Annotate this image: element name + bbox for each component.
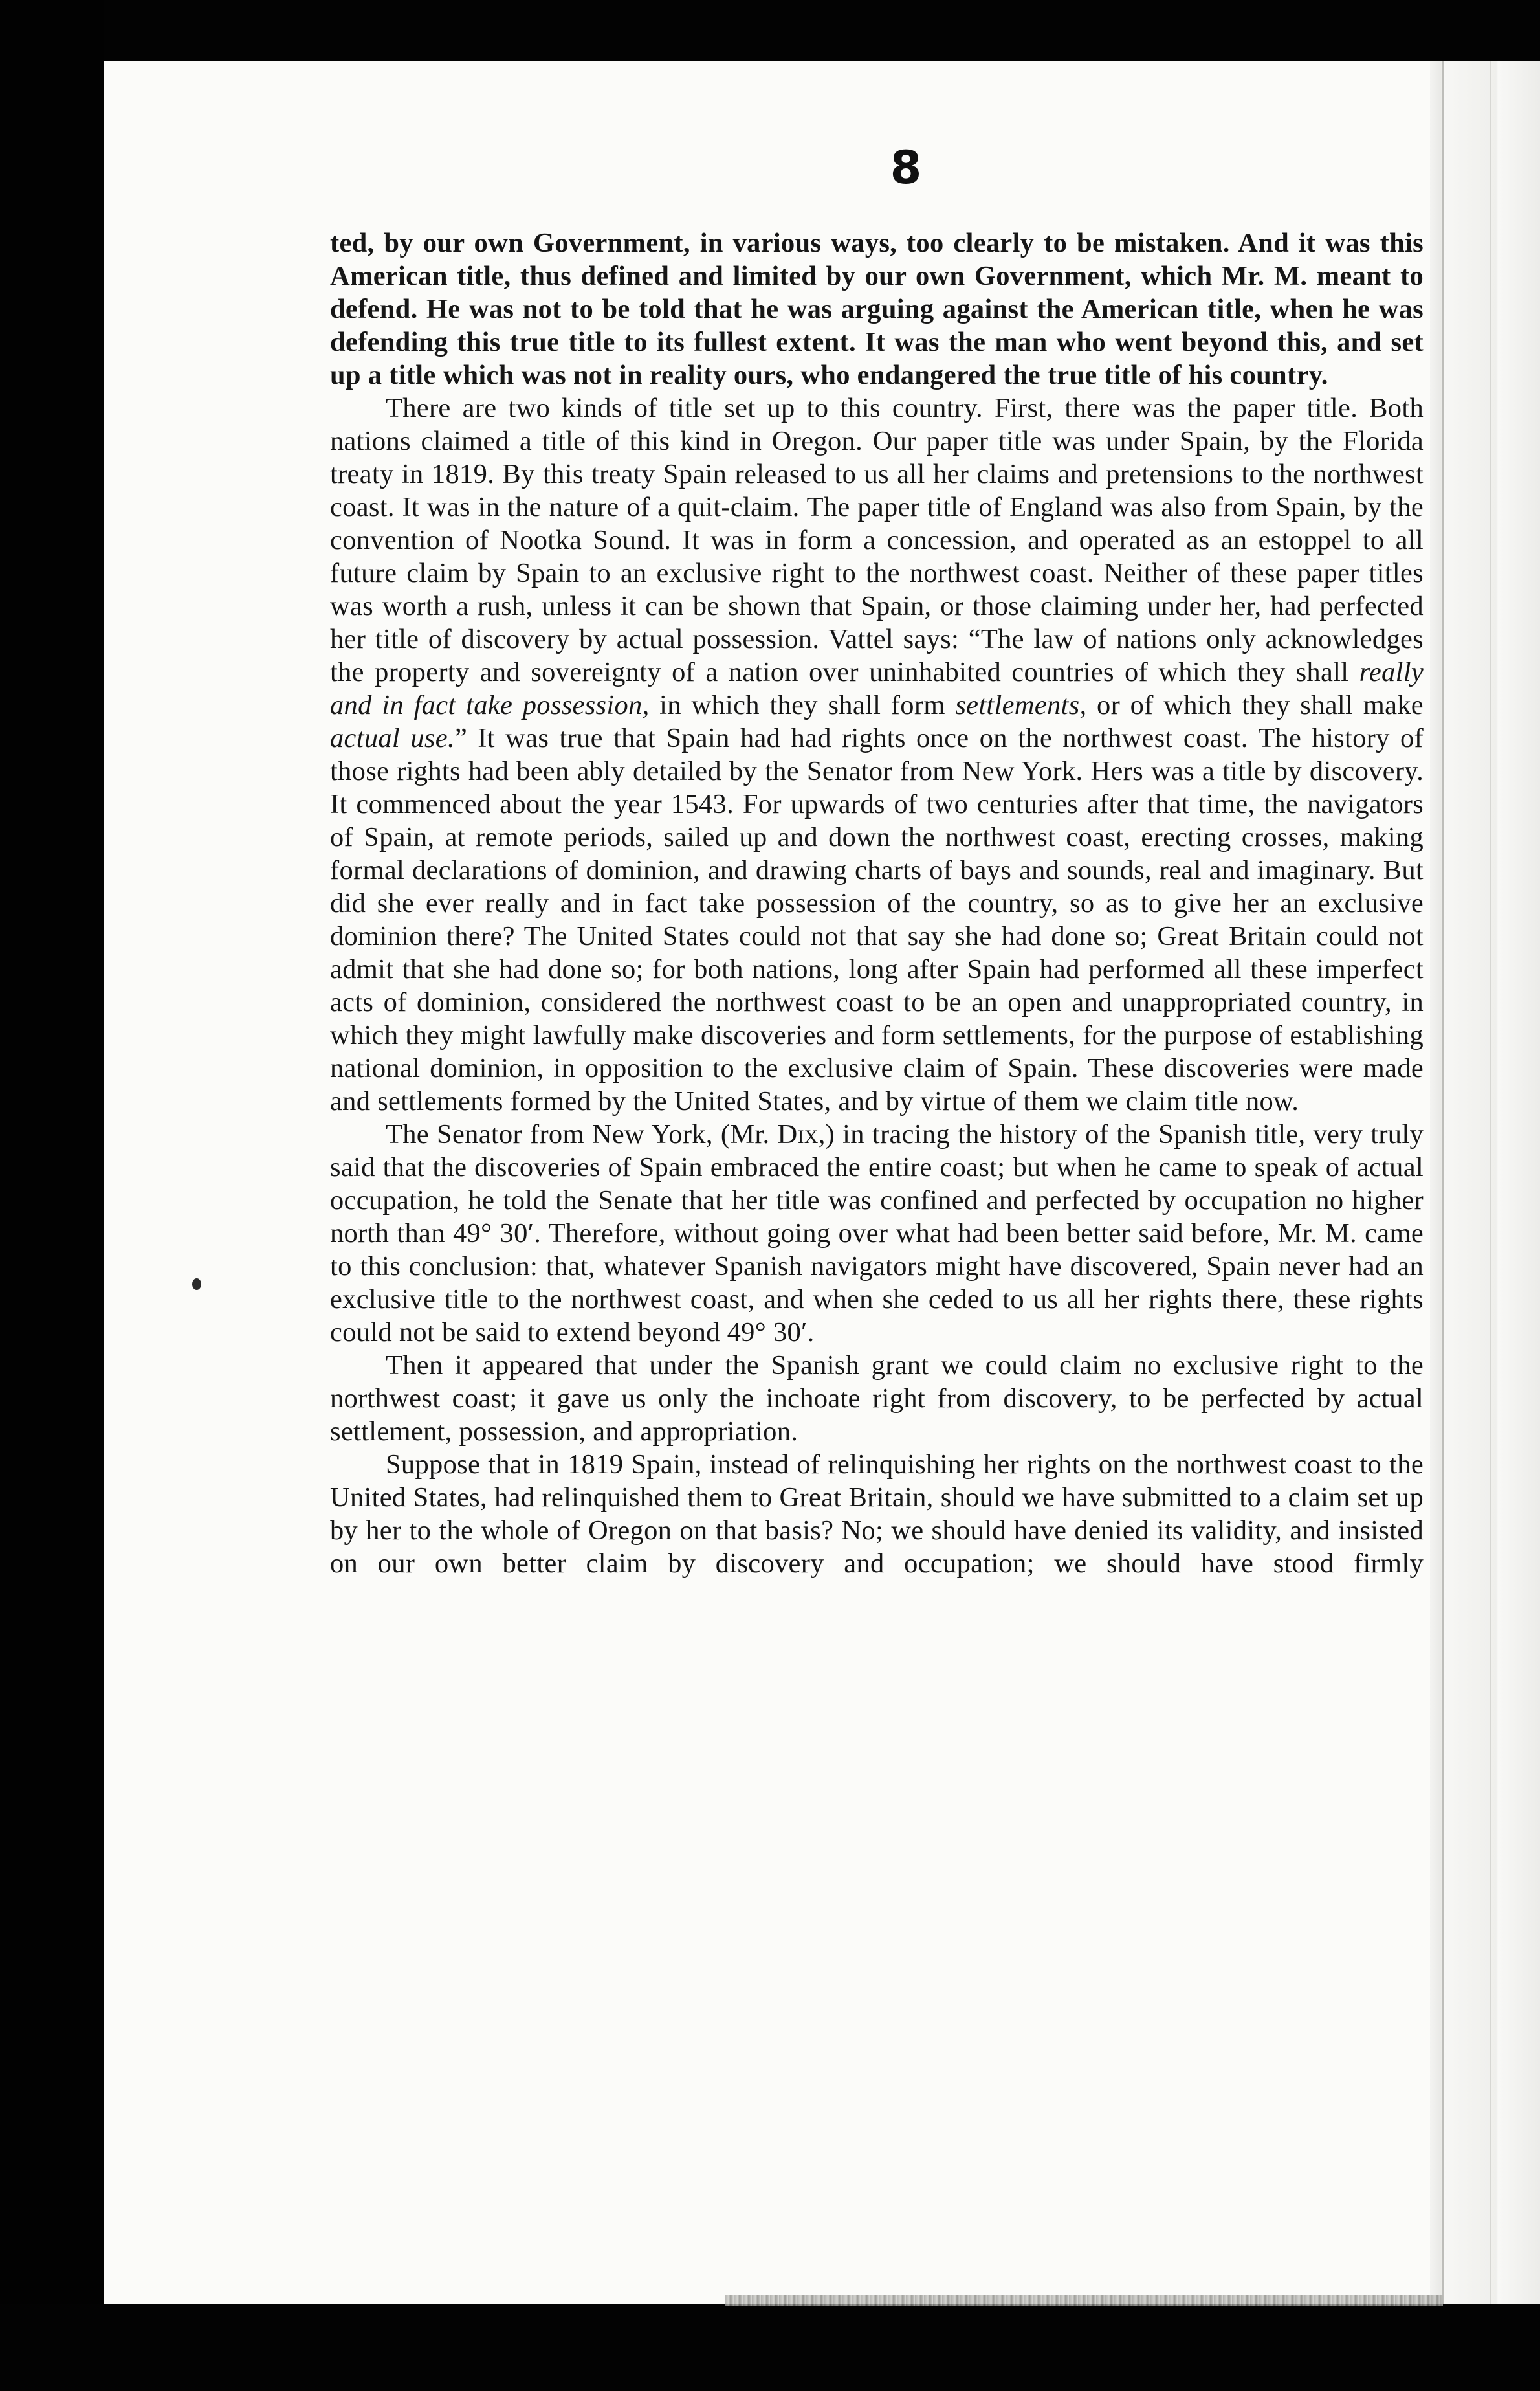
- page-edge-shadow: [1430, 61, 1540, 2308]
- paragraph-3-text-1: The Senator from New York, (Mr.: [386, 1119, 770, 1150]
- paragraph-2-italic-2: settlements,: [955, 690, 1087, 720]
- body-text: [330, 227, 1424, 1580]
- paragraph-1: ted, by our own Government, in various ways, too clearly to be mistaken. And it was this American title, thus defined and limited by our own Government, which Mr. M. meant to defend. He was not to be told that he was arguing against the American title, when he was defending this true title to its fullest extent. It was the man who went beyond this, and set up a title which was not in reality ours, who endangered the true title of his country.: [330, 228, 1424, 390]
- paragraph-2-text-3: or of which they shall make: [1097, 690, 1424, 720]
- paragraph-2-text-2: in which they shall form: [659, 690, 945, 720]
- paragraph-2-text: There are two kinds of title set up to this country. First, there was the paper title. Both nations claimed a title of this kind in Oregon. Our paper title was under Spain, by the Florida treaty in 1819. By this treaty Spain released to us all her claims and pretensions to the northwest coast. It was in the nature of a quit-claim. The paper title of England was also from Spain, by the convention of Nootka Sound. It was in form a concession, and operated as an estoppel to all future claim by Spain to an exclusive right to the northwest coast. Neither of these paper titles was worth a rush, unless it can be shown that Spain, or those claiming under her, had perfected her title of discovery by actual possession. Vattel says: “The law of nations only acknowledges the property and sovereignty of a nation over uninhabited countries of which they shall: [330, 393, 1424, 687]
- scan-border-top: [0, 0, 1540, 61]
- paragraph-5: Suppose that in 1819 Spain, instead of relinquishing her rights on the northwest coast to the United States, had relinquished them to Great Britain, should we have submitted to a claim set up by her to the whole of Oregon on that basis? No; we should have denied its validity, and insisted on our own better claim by discovery and occupation; we should have stood firmly: [330, 1449, 1424, 1579]
- paragraph-3-text-2: ,) in tracing the history of the Spanish title, very truly said that the discoveries of Spain embraced the entire coast; but when he came to speak of actual occupation, he told the Senate that her title was confined and perfected by occupation no higher north than 49° 30′. Therefore, without going over what had been better said before, Mr. M. came to this conclusion: that, whatever Spanish navigators might have discovered, Spain never had an exclusive title to the northwest coast, and when she ceded to us all her rights there, these rights could not be said to extend beyond 49° 30′.: [330, 1119, 1424, 1348]
- scan-border-bottom: [0, 2304, 1540, 2391]
- paragraph-3: [330, 1118, 1424, 1349]
- paragraph-2-italic-3: actual use.: [330, 723, 455, 753]
- scan-border-left: [0, 0, 104, 2391]
- ink-speck: [192, 1278, 201, 1290]
- binding-strip: [725, 2295, 1443, 2306]
- page-number: 8: [890, 141, 922, 194]
- page-edge-line: [1490, 61, 1491, 2308]
- paragraph-2-italic-1: really and in fact take possession,: [330, 657, 1424, 720]
- paragraph-2: [330, 392, 1424, 1118]
- paragraph-2-text-4: ” It was true that Spain had had rights once on the northwest coast. The history of those rights had been ably detailed by the Senator from New York. Hers was a title by discovery. It commenced about the year 1543. For upwards of two centuries after that time, the navigators of Spain, at remote periods, sailed up and down the northwest coast, erecting crosses, making formal declarations of dominion, and drawing charts of bays and sounds, real and imaginary. But did she ever really and in fact take possession of the country, so as to give her an exclusive dominion there? The United States could not that say she had done so; Great Britain could not admit that she had done so; for both nations, long after Spain had performed all these imperfect acts of dominion, considered the northwest coast to be an open and unappropriated country, in which they might lawfully make discoveries and form settlements, for the purpose of establishing national dominion, in opposition to the exclusive claim of Spain. These discoveries were made and settlements formed by the United States, and by virtue of them we claim title now.: [330, 723, 1424, 1117]
- paragraph-3-smallcaps: Dix: [777, 1119, 819, 1150]
- paragraph-4: Then it appeared that under the Spanish grant we could claim no exclusive right to the northwest coast; it gave us only the inchoate right from discovery, to be perfected by actual settlement, possession, and appropriation.: [330, 1350, 1424, 1447]
- page-edge-line: [1442, 61, 1444, 2308]
